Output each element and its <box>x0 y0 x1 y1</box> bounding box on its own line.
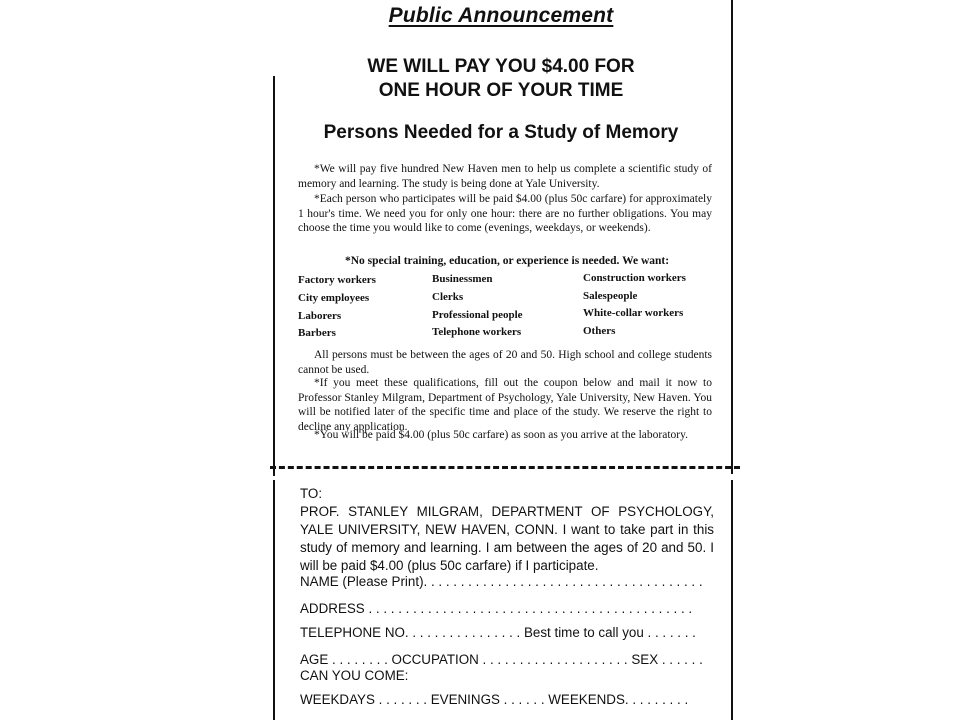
occupation-item: Professional people <box>432 309 523 321</box>
occupation-item: City employees <box>298 292 370 304</box>
cut-line <box>270 466 740 469</box>
occupation-item: Telephone workers <box>432 326 522 338</box>
occupation-item: Others <box>583 325 616 337</box>
paragraph-payment: *Each person who participates will be paid $4.00 (plus 50c carfare) for approximately 1 hour's time. We need you for only one hour: there are no further obligations. You may choose the time you would like to come (evenings, weekdays, or weekends). <box>298 193 712 235</box>
subheading: Persons Needed for a Study of Memory <box>323 122 679 143</box>
paragraph-coupon-instructions: *If you meet these qualifications, fill out the coupon below and mail it now to Professor Stanley Milgram, Department of Psychology, Yale University, New Haven. You will be notified later of the specific time and place of the study. We reserve the right to decline any application. <box>298 377 712 434</box>
can-you-come-label: CAN YOU COME: <box>300 668 409 683</box>
headline-line-2: ONE HOUR OF YOUR TIME <box>378 80 624 101</box>
occupation-item: Laborers <box>298 310 342 322</box>
telephone-field[interactable]: TELEPHONE NO. . . . . . . . . . . . . . . . Best time to call you . . . . . . . <box>300 625 696 640</box>
availability-field[interactable]: WEEKDAYS . . . . . . . EVENINGS . . . . . . WEEKENDS. . . . . . . . . <box>300 692 689 707</box>
occupation-item: Factory workers <box>298 274 376 286</box>
age-occupation-sex-field[interactable]: AGE . . . . . . . . OCCUPATION . . . . . . . . . . . . . . . . . . . . SEX . . . . . . <box>300 652 703 667</box>
occupation-item: Construction workers <box>583 272 686 284</box>
coupon-to: TO: <box>300 486 323 501</box>
occupation-item: Businessmen <box>432 273 493 285</box>
paragraph-no-training: *No special training, education, or experience is needed. We want: <box>344 255 670 267</box>
coupon-address: PROF. STANLEY MILGRAM, DEPARTMENT OF PSYCHOLOGY, YALE UNIVERSITY, NEW HAVEN, CONN. I want to take part in this study of memory and learning. I am between the ages of 20 and 50. I will be paid $4.00 (plus 50c carfare) if I participate. <box>300 504 714 573</box>
occupation-item: White-collar workers <box>583 307 684 319</box>
paragraph-age-requirement: All persons must be between the ages of 20 and 50. High school and college students cannot be used. <box>298 349 712 376</box>
headline-line-1: WE WILL PAY YOU $4.00 FOR <box>367 56 635 77</box>
paragraph-payment-on-arrival: *You will be paid $4.00 (plus 50c carfare) as soon as you arrive at the laboratory. <box>314 429 688 441</box>
address-field[interactable]: ADDRESS . . . . . . . . . . . . . . . . . . . . . . . . . . . . . . . . . . . . . . . . . . . . <box>300 601 693 616</box>
name-field[interactable]: NAME (Please Print). . . . . . . . . . . . . . . . . . . . . . . . . . . . . . . . . . . . . . <box>300 574 703 589</box>
announcement-title: Public Announcement <box>388 4 614 27</box>
occupation-item: Clerks <box>432 291 464 303</box>
occupation-item: Salespeople <box>583 290 638 302</box>
paragraph-study-description: *We will pay five hundred New Haven men to help us complete a scientific study of memory and learning. The study is being done at Yale University. <box>298 163 712 190</box>
occupation-item: Barbers <box>298 327 336 339</box>
